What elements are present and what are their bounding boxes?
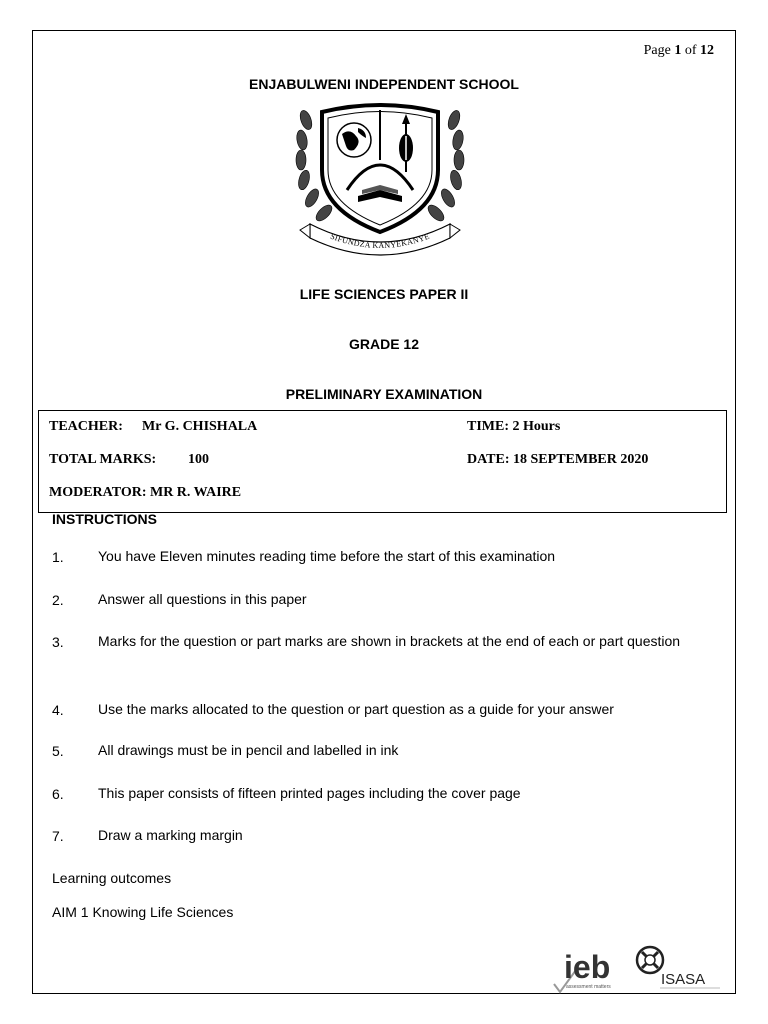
isasa-logo-text: ISASA	[661, 971, 706, 988]
grade-label: GRADE 12	[348, 336, 420, 352]
date-info: DATE: 18 SEPTEMBER 2020	[467, 452, 649, 467]
aim-statement: AIM 1 Knowing Life Sciences	[52, 904, 234, 920]
school-crest-logo	[292, 100, 468, 256]
learning-outcomes-heading: Learning outcomes	[52, 870, 172, 886]
moderator-info: MODERATOR: MR R. WAIRE	[49, 485, 242, 500]
school-name: ENJABULWENI INDEPENDENT SCHOOL	[249, 76, 519, 92]
ieb-logo-text: ieb	[564, 949, 611, 985]
ieb-tagline: assessment matters	[566, 984, 611, 990]
total-marks-label: TOTAL MARKS:	[49, 452, 157, 467]
instructions-heading: INSTRUCTIONS	[52, 511, 157, 527]
time-info: TIME: 2 Hours	[467, 419, 561, 434]
teacher-value: Mr G. CHISHALA	[142, 419, 258, 434]
total-marks-value: 100	[188, 452, 209, 467]
page-number: Page 1 of 12	[643, 43, 714, 58]
exam-info-box	[38, 410, 727, 513]
crest-motto: SIFUNDZA KANYEKANYE	[329, 231, 431, 251]
paper-title: LIFE SCIENCES PAPER II	[299, 286, 469, 302]
ieb-isasa-logos	[548, 940, 724, 996]
teacher-label: TEACHER:	[49, 419, 123, 434]
exam-title: PRELIMINARY EXAMINATION	[285, 386, 483, 402]
